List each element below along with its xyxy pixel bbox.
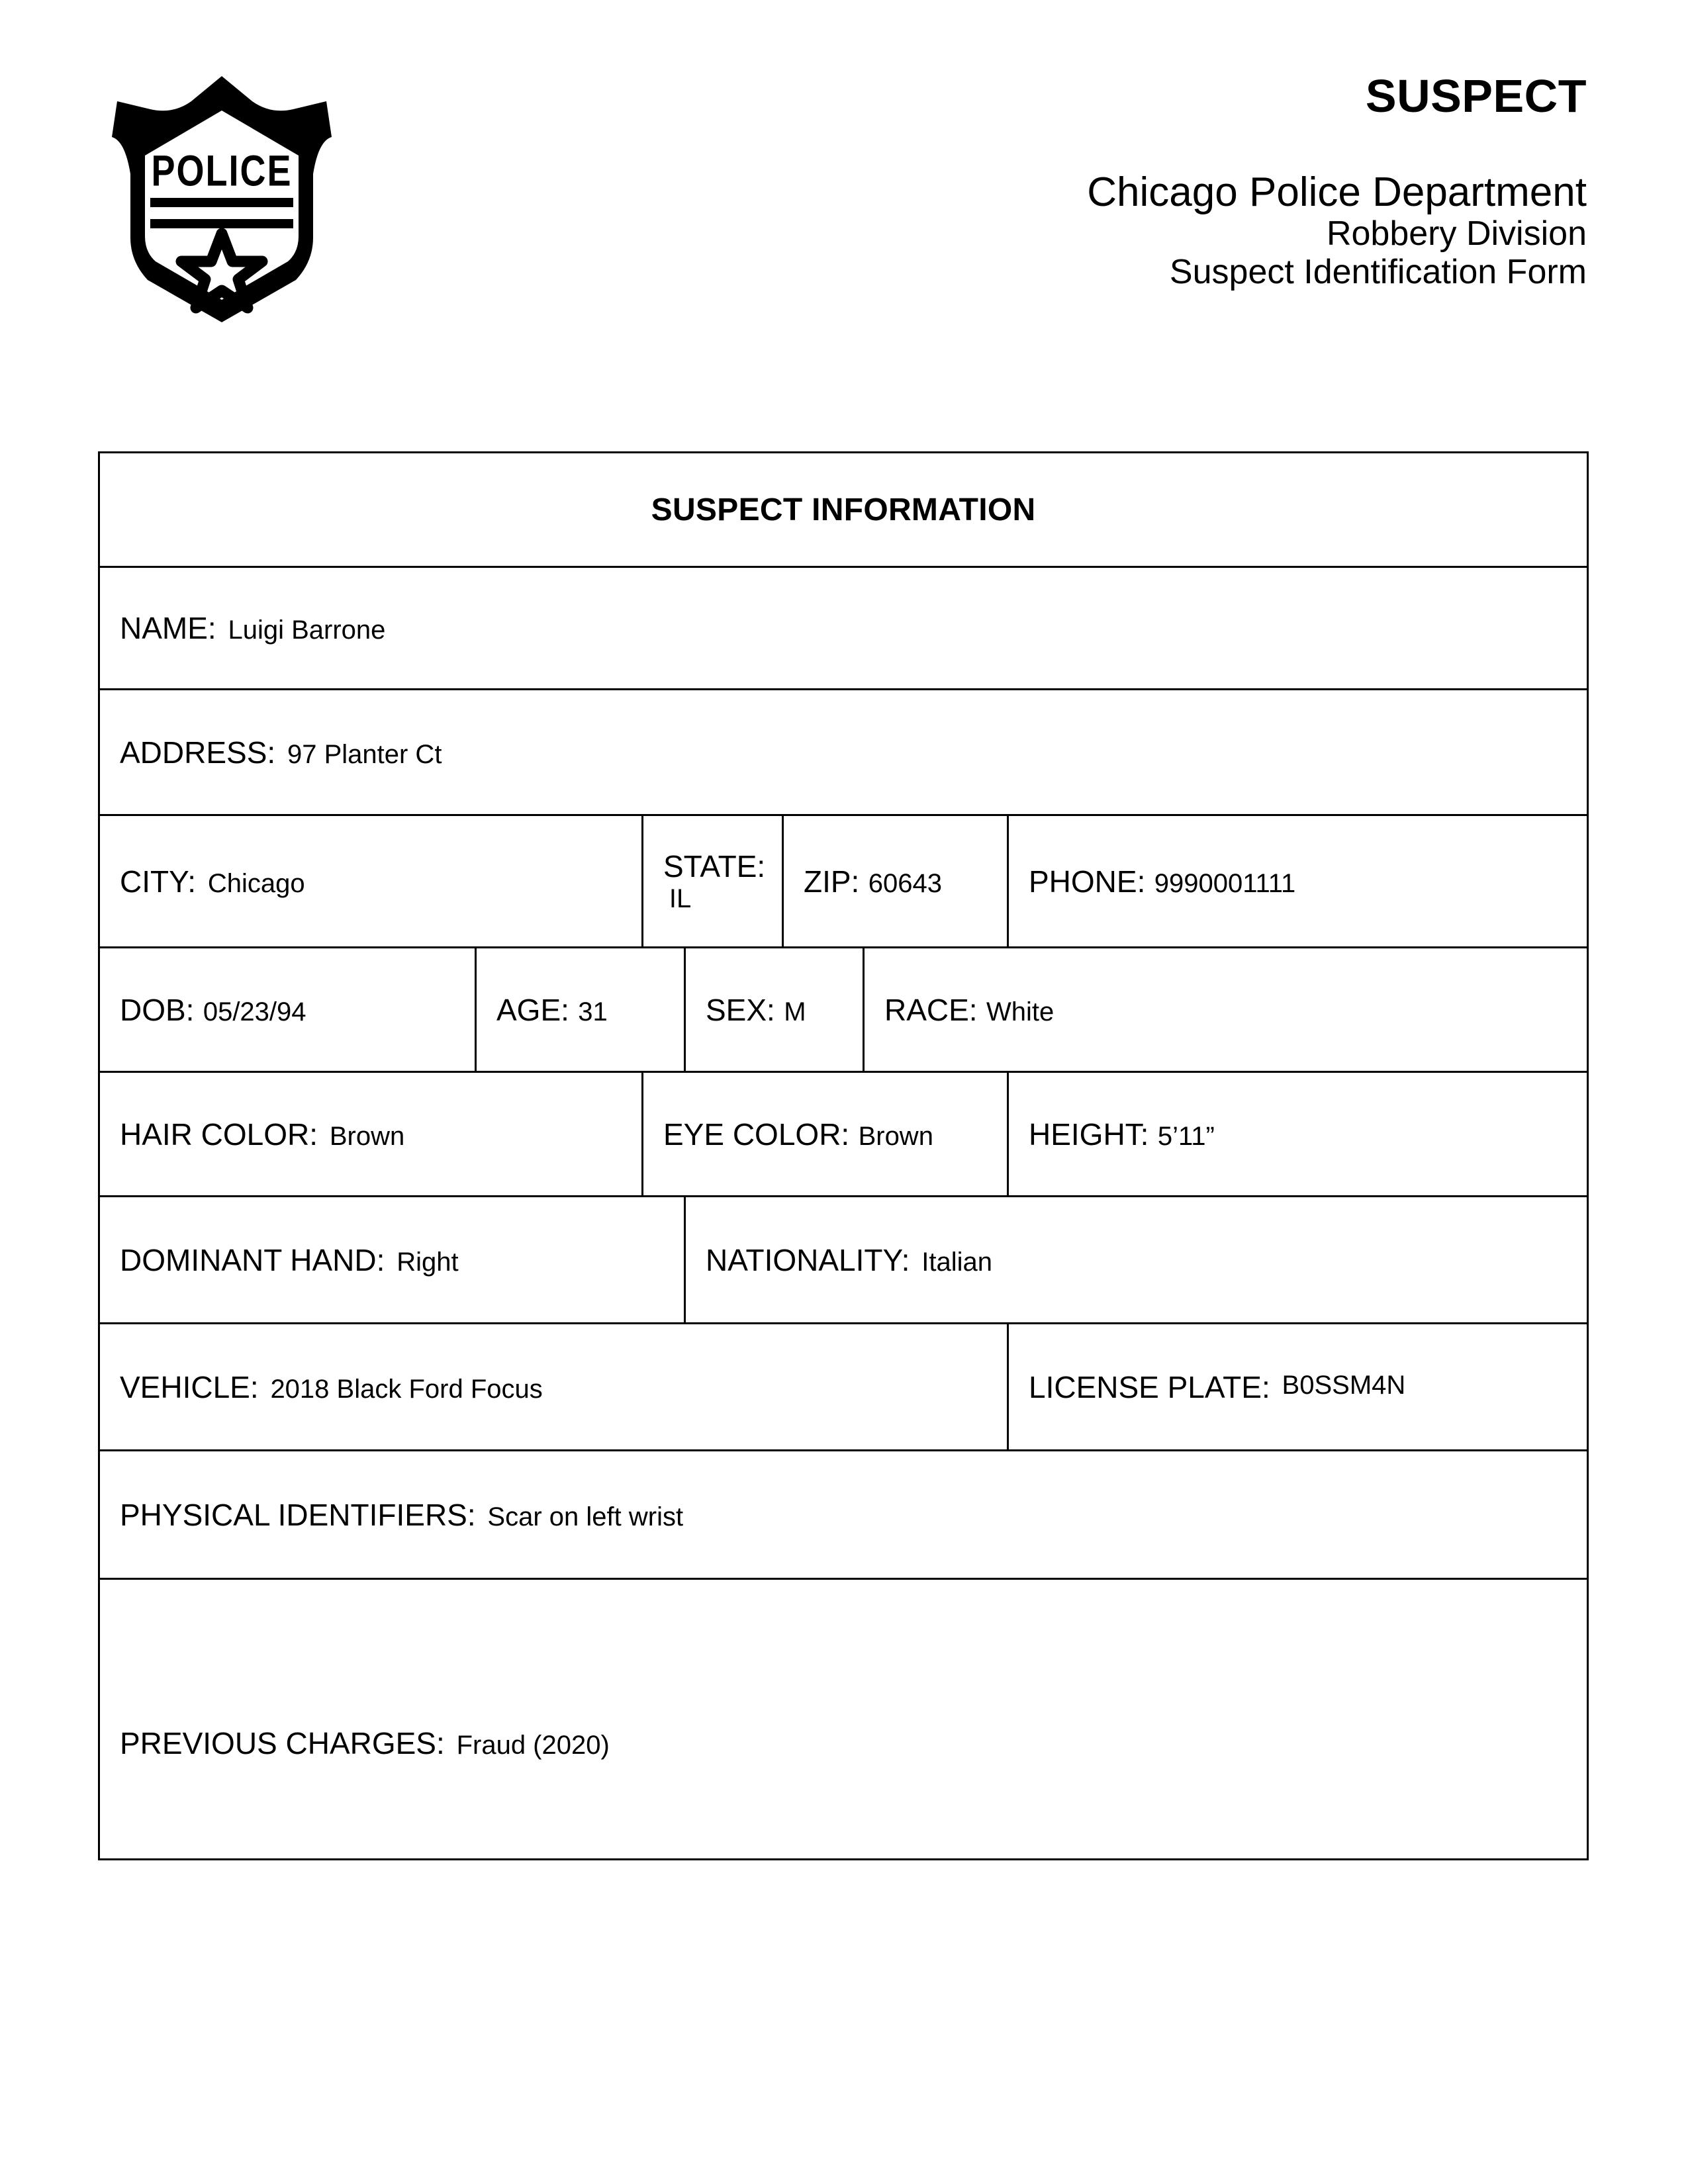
hair-color-value: Brown	[329, 1121, 405, 1151]
field-cell-name[interactable]	[99, 567, 1588, 690]
phone-value: 9990001111	[1154, 868, 1296, 898]
eye-color-label: EYE COLOR:	[663, 1116, 850, 1152]
field-cell-phone[interactable]	[1008, 815, 1588, 948]
height-value: 5’11”	[1157, 1121, 1215, 1151]
age-label: AGE:	[496, 992, 569, 1027]
section-title: SUSPECT INFORMATION	[651, 492, 1036, 527]
zip-label: ZIP:	[804, 864, 860, 899]
vehicle-value: 2018 Black Ford Focus	[270, 1374, 543, 1404]
phone-label: PHONE:	[1029, 864, 1146, 899]
dob-value: 05/23/94	[203, 997, 306, 1026]
field-cell-address[interactable]	[99, 690, 1588, 815]
page-title: SUSPECT	[1365, 70, 1587, 122]
form-name: Suspect Identification Form	[1169, 252, 1587, 291]
table-row-city-state-zip-phone	[99, 815, 1588, 948]
table-row-hair-eye-height	[99, 1072, 1588, 1197]
field-cell-license-plate[interactable]	[1008, 1324, 1588, 1451]
field-cell-height[interactable]	[1008, 1072, 1588, 1197]
previous-charges-value: Fraud (2020)	[456, 1730, 610, 1760]
hair-color-label: HAIR COLOR:	[120, 1116, 318, 1152]
physical-identifiers-value: Scar on left wrist	[487, 1502, 684, 1531]
city-value: Chicago	[207, 868, 305, 898]
table-row-address	[99, 690, 1588, 815]
field-cell-age[interactable]	[476, 948, 685, 1072]
state-value: IL	[669, 884, 692, 913]
field-cell-previous-charges[interactable]	[99, 1579, 1588, 1860]
vehicle-label: VEHICLE:	[120, 1369, 259, 1404]
sex-value: M	[784, 997, 806, 1026]
sex-label: SEX:	[706, 992, 775, 1027]
field-cell-zip[interactable]	[783, 815, 1008, 948]
table-row-section-header	[99, 453, 1588, 567]
svg-text:POLICE: POLICE	[151, 146, 293, 195]
field-cell-dominant-hand[interactable]	[99, 1197, 685, 1324]
state-label: STATE:	[663, 849, 766, 884]
table-row-vehicle-license	[99, 1324, 1588, 1451]
field-cell-eye-color[interactable]	[643, 1072, 1008, 1197]
field-cell-hair-color[interactable]	[99, 1072, 643, 1197]
eye-color-value: Brown	[858, 1121, 933, 1151]
field-cell-state[interactable]	[643, 815, 783, 948]
height-label: HEIGHT:	[1029, 1116, 1149, 1152]
address-label: ADDRESS:	[120, 735, 276, 770]
nationality-value: Italian	[921, 1247, 992, 1277]
dominant-hand-label: DOMINANT HAND:	[120, 1242, 385, 1277]
dominant-hand-value: Right	[397, 1247, 459, 1277]
table-row-name	[99, 567, 1588, 690]
age-value: 31	[578, 997, 608, 1026]
field-cell-physical-identifiers[interactable]	[99, 1451, 1588, 1579]
name-value: Luigi Barrone	[228, 615, 386, 645]
division-name: Robbery Division	[1326, 214, 1587, 253]
license-plate-label: LICENSE PLATE:	[1029, 1369, 1270, 1404]
field-cell-city[interactable]	[99, 815, 643, 948]
table-row-physical-identifiers	[99, 1451, 1588, 1579]
previous-charges-label: PREVIOUS CHARGES:	[120, 1725, 445, 1760]
address-value: 97 Planter Ct	[287, 739, 442, 769]
field-cell-vehicle[interactable]	[99, 1324, 1008, 1451]
field-cell-dob[interactable]	[99, 948, 476, 1072]
section-header-cell	[99, 453, 1588, 567]
physical-identifiers-label: PHYSICAL IDENTIFIERS:	[120, 1497, 476, 1532]
dob-label: DOB:	[120, 992, 195, 1027]
police-badge-shield-icon	[103, 63, 341, 328]
zip-value: 60643	[868, 868, 942, 898]
name-label: NAME:	[120, 611, 216, 645]
department-name: Chicago Police Department	[1087, 169, 1587, 215]
suspect-information-table	[98, 451, 1589, 1860]
table-row-hand-nationality	[99, 1197, 1588, 1324]
city-label: CITY:	[120, 864, 197, 899]
field-cell-sex[interactable]	[685, 948, 864, 1072]
license-plate-value: B0SSM4N	[1282, 1370, 1406, 1400]
table-row-dob-age-sex-race	[99, 948, 1588, 1072]
field-cell-race[interactable]	[864, 948, 1588, 1072]
race-value: White	[986, 997, 1055, 1026]
race-label: RACE:	[884, 992, 978, 1027]
header-title-block	[461, 70, 1587, 291]
field-cell-nationality[interactable]	[685, 1197, 1588, 1324]
table-row-previous-charges	[99, 1579, 1588, 1860]
form-header	[0, 0, 1688, 397]
nationality-label: NATIONALITY:	[706, 1242, 910, 1277]
